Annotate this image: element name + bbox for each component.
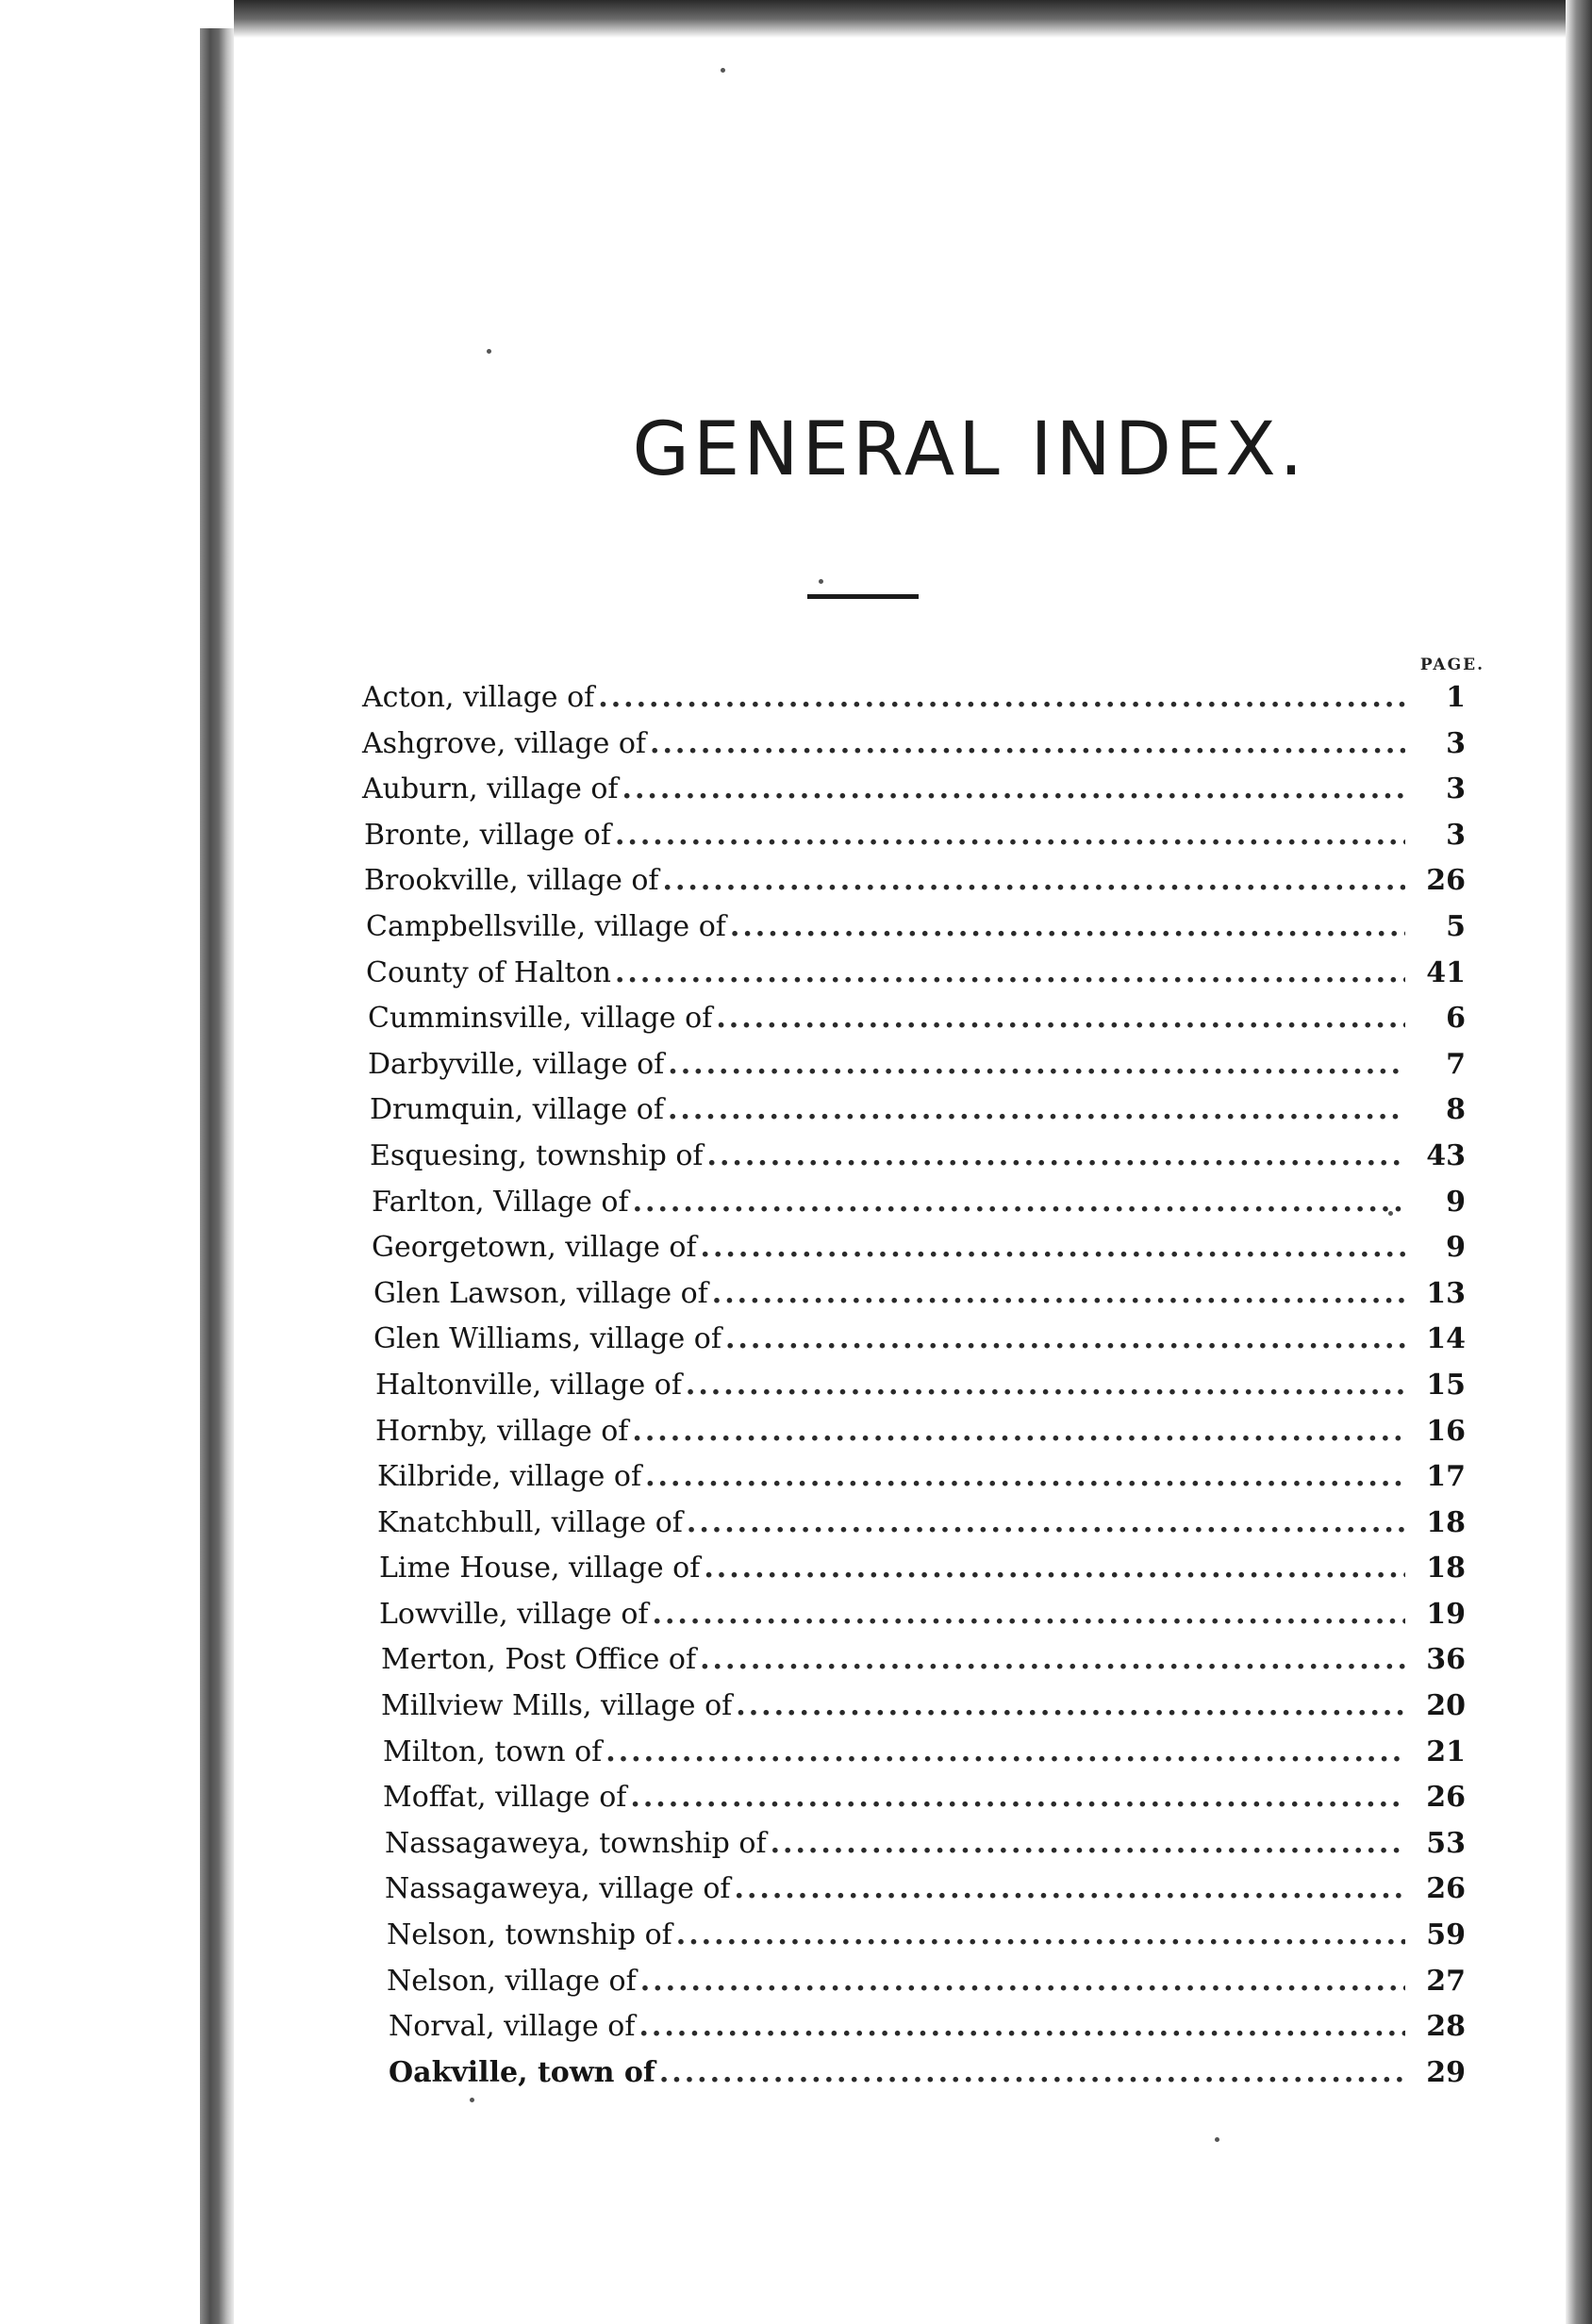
- entry-name: Millview Mills, village of: [381, 1689, 733, 1723]
- index-entry: [389, 2004, 1466, 2050]
- entry-name: Norval, village of: [389, 2010, 636, 2044]
- index-list: [362, 675, 1466, 2096]
- entry-name: Glen Lawson, village of: [373, 1276, 708, 1310]
- dot-leader: [771, 1821, 1405, 1867]
- dot-leader: [598, 675, 1405, 721]
- entry-page-number: 28: [1426, 2010, 1466, 2044]
- entry-page-number: 14: [1426, 1322, 1466, 1356]
- entry-page-number: 43: [1426, 1138, 1466, 1172]
- entry-name: Nassagaweya, village of: [385, 1872, 731, 1906]
- entry-page-number: 59: [1426, 1918, 1466, 1952]
- title-rule: [807, 594, 919, 599]
- entry-page-number: 26: [1426, 864, 1466, 898]
- index-entry: [385, 1821, 1466, 1868]
- book-gutter: [200, 28, 234, 2324]
- entry-name: Oakville, town of: [389, 2055, 655, 2089]
- book-page: [234, 38, 1566, 2324]
- dot-leader: [736, 1684, 1405, 1729]
- dot-leader: [700, 1637, 1405, 1683]
- facing-page-margin: [0, 0, 198, 2324]
- top-edge-shadow: [234, 0, 1592, 38]
- index-entry: [372, 1180, 1466, 1226]
- index-entry: [381, 1684, 1466, 1730]
- index-entry: [381, 1637, 1466, 1684]
- ink-speck: [721, 68, 725, 73]
- entry-page-number: 16: [1426, 1414, 1466, 1448]
- entry-page-number: 21: [1426, 1735, 1466, 1768]
- index-entry: [379, 1592, 1466, 1638]
- ink-speck: [487, 349, 491, 354]
- entry-page-number: 6: [1446, 1002, 1466, 1036]
- index-entry: [362, 722, 1466, 768]
- entry-name: Farlton, Village of: [372, 1185, 629, 1219]
- entry-name: Drumquin, village of: [370, 1093, 664, 1127]
- index-entry: [377, 1454, 1466, 1501]
- dot-leader: [640, 1959, 1405, 2004]
- entry-name: Cumminsville, village of: [368, 1002, 713, 1036]
- entry-name: Nassagaweya, township of: [385, 1826, 767, 1860]
- entry-name: Auburn, village of: [362, 772, 619, 806]
- entry-page-number: 9: [1446, 1185, 1466, 1219]
- entry-name: Esquesing, township of: [370, 1138, 704, 1172]
- entry-name: Milton, town of: [383, 1735, 603, 1768]
- ink-speck: [819, 579, 823, 584]
- entry-page-number: 26: [1426, 1781, 1466, 1815]
- entry-page-number: 26: [1426, 1872, 1466, 1906]
- dot-leader: [605, 1730, 1405, 1775]
- dot-leader: [686, 1363, 1405, 1408]
- entry-name: Acton, village of: [362, 681, 595, 714]
- dot-leader: [638, 2004, 1405, 2050]
- index-entry: [362, 767, 1466, 813]
- page-column-label: PAGE.: [1419, 656, 1484, 674]
- index-entry: [383, 1775, 1466, 1821]
- dot-leader: [687, 1501, 1405, 1546]
- dot-leader: [701, 1225, 1405, 1270]
- entry-page-number: 27: [1426, 1964, 1466, 1998]
- index-entry: [383, 1730, 1466, 1776]
- index-entry: [387, 1959, 1466, 2005]
- index-entry: [375, 1409, 1466, 1455]
- entry-page-number: 20: [1426, 1689, 1466, 1723]
- index-entry: [375, 1363, 1466, 1409]
- entry-name: Kilbride, village of: [377, 1460, 642, 1494]
- ink-speck: [470, 2098, 474, 2102]
- entry-page-number: 8: [1446, 1093, 1466, 1127]
- dot-leader: [653, 1592, 1406, 1637]
- entry-name: Nelson, village of: [387, 1964, 637, 1998]
- dot-leader: [632, 1409, 1405, 1454]
- index-entry: [377, 1501, 1466, 1547]
- entry-page-number: 18: [1426, 1505, 1466, 1539]
- dot-leader: [725, 1317, 1405, 1362]
- entry-page-number: 3: [1446, 772, 1466, 806]
- entry-page-number: 3: [1446, 818, 1466, 852]
- dot-leader: [676, 1913, 1405, 1958]
- entry-name: Darbyville, village of: [368, 1047, 665, 1081]
- index-entry: [379, 1546, 1466, 1592]
- entry-name: Hornby, village of: [375, 1414, 629, 1448]
- index-entry: [370, 1087, 1466, 1134]
- entry-page-number: 3: [1446, 726, 1466, 760]
- entry-name: Merton, Post Office of: [381, 1643, 697, 1677]
- index-entry: [366, 951, 1466, 997]
- entry-page-number: 7: [1446, 1047, 1466, 1081]
- index-entry: [373, 1317, 1466, 1363]
- entry-name: Haltonville, village of: [375, 1368, 682, 1402]
- ink-speck: [1215, 2137, 1219, 2142]
- dot-leader: [650, 722, 1405, 767]
- dot-leader: [735, 1867, 1405, 1912]
- entry-name: Glen Williams, village of: [373, 1322, 721, 1356]
- index-entry: [368, 1042, 1466, 1088]
- entry-page-number: 53: [1426, 1826, 1466, 1860]
- entry-page-number: 18: [1426, 1552, 1466, 1585]
- index-entry: [372, 1225, 1466, 1271]
- dot-leader: [630, 1775, 1405, 1820]
- entry-page-number: 1: [1446, 681, 1466, 714]
- entry-name: Nelson, township of: [387, 1918, 672, 1952]
- entry-page-number: 41: [1426, 955, 1466, 989]
- entry-page-number: 5: [1446, 909, 1466, 943]
- entry-name: Moffat, village of: [383, 1781, 627, 1815]
- right-edge-shadow: [1566, 0, 1592, 2324]
- entry-name: Lowville, village of: [379, 1597, 649, 1631]
- entry-name: Knatchbull, village of: [377, 1505, 683, 1539]
- index-entry: [373, 1271, 1466, 1318]
- entry-name: Campbellsville, village of: [366, 909, 726, 943]
- entry-page-number: 15: [1426, 1368, 1466, 1402]
- dot-leader: [659, 2050, 1405, 2096]
- entry-page-number: 36: [1426, 1643, 1466, 1677]
- dot-leader: [730, 905, 1405, 950]
- entry-name: Bronte, village of: [364, 818, 611, 852]
- index-entry: [387, 1913, 1466, 1959]
- entry-page-number: 13: [1426, 1276, 1466, 1310]
- dot-leader: [663, 858, 1405, 904]
- entry-page-number: 29: [1426, 2055, 1466, 2089]
- dot-leader: [615, 951, 1405, 996]
- entry-name: Brookville, village of: [364, 864, 659, 898]
- dot-leader: [716, 996, 1405, 1041]
- dot-leader: [645, 1454, 1405, 1500]
- dot-leader: [668, 1042, 1405, 1087]
- dot-leader: [615, 813, 1405, 858]
- page-title: GENERAL INDEX.: [632, 407, 1307, 492]
- dot-leader: [707, 1134, 1406, 1179]
- index-entry: [368, 996, 1466, 1042]
- index-entry: [364, 858, 1466, 905]
- entry-page-number: 17: [1426, 1460, 1466, 1494]
- index-entry: [389, 2050, 1466, 2097]
- entry-name: County of Halton: [366, 955, 611, 989]
- index-entry: [364, 813, 1466, 859]
- index-entry: [366, 905, 1466, 951]
- entry-name: Georgetown, village of: [372, 1231, 697, 1265]
- dot-leader: [622, 767, 1405, 812]
- dot-leader: [712, 1271, 1405, 1317]
- dot-leader: [633, 1180, 1405, 1225]
- index-entry: [370, 1134, 1466, 1180]
- entry-page-number: 9: [1446, 1231, 1466, 1265]
- index-entry: [362, 675, 1466, 722]
- entry-name: Ashgrove, village of: [362, 726, 647, 760]
- entry-page-number: 19: [1426, 1597, 1466, 1631]
- index-entry: [385, 1867, 1466, 1913]
- entry-name: Lime House, village of: [379, 1552, 701, 1585]
- dot-leader: [704, 1546, 1405, 1591]
- dot-leader: [668, 1087, 1405, 1133]
